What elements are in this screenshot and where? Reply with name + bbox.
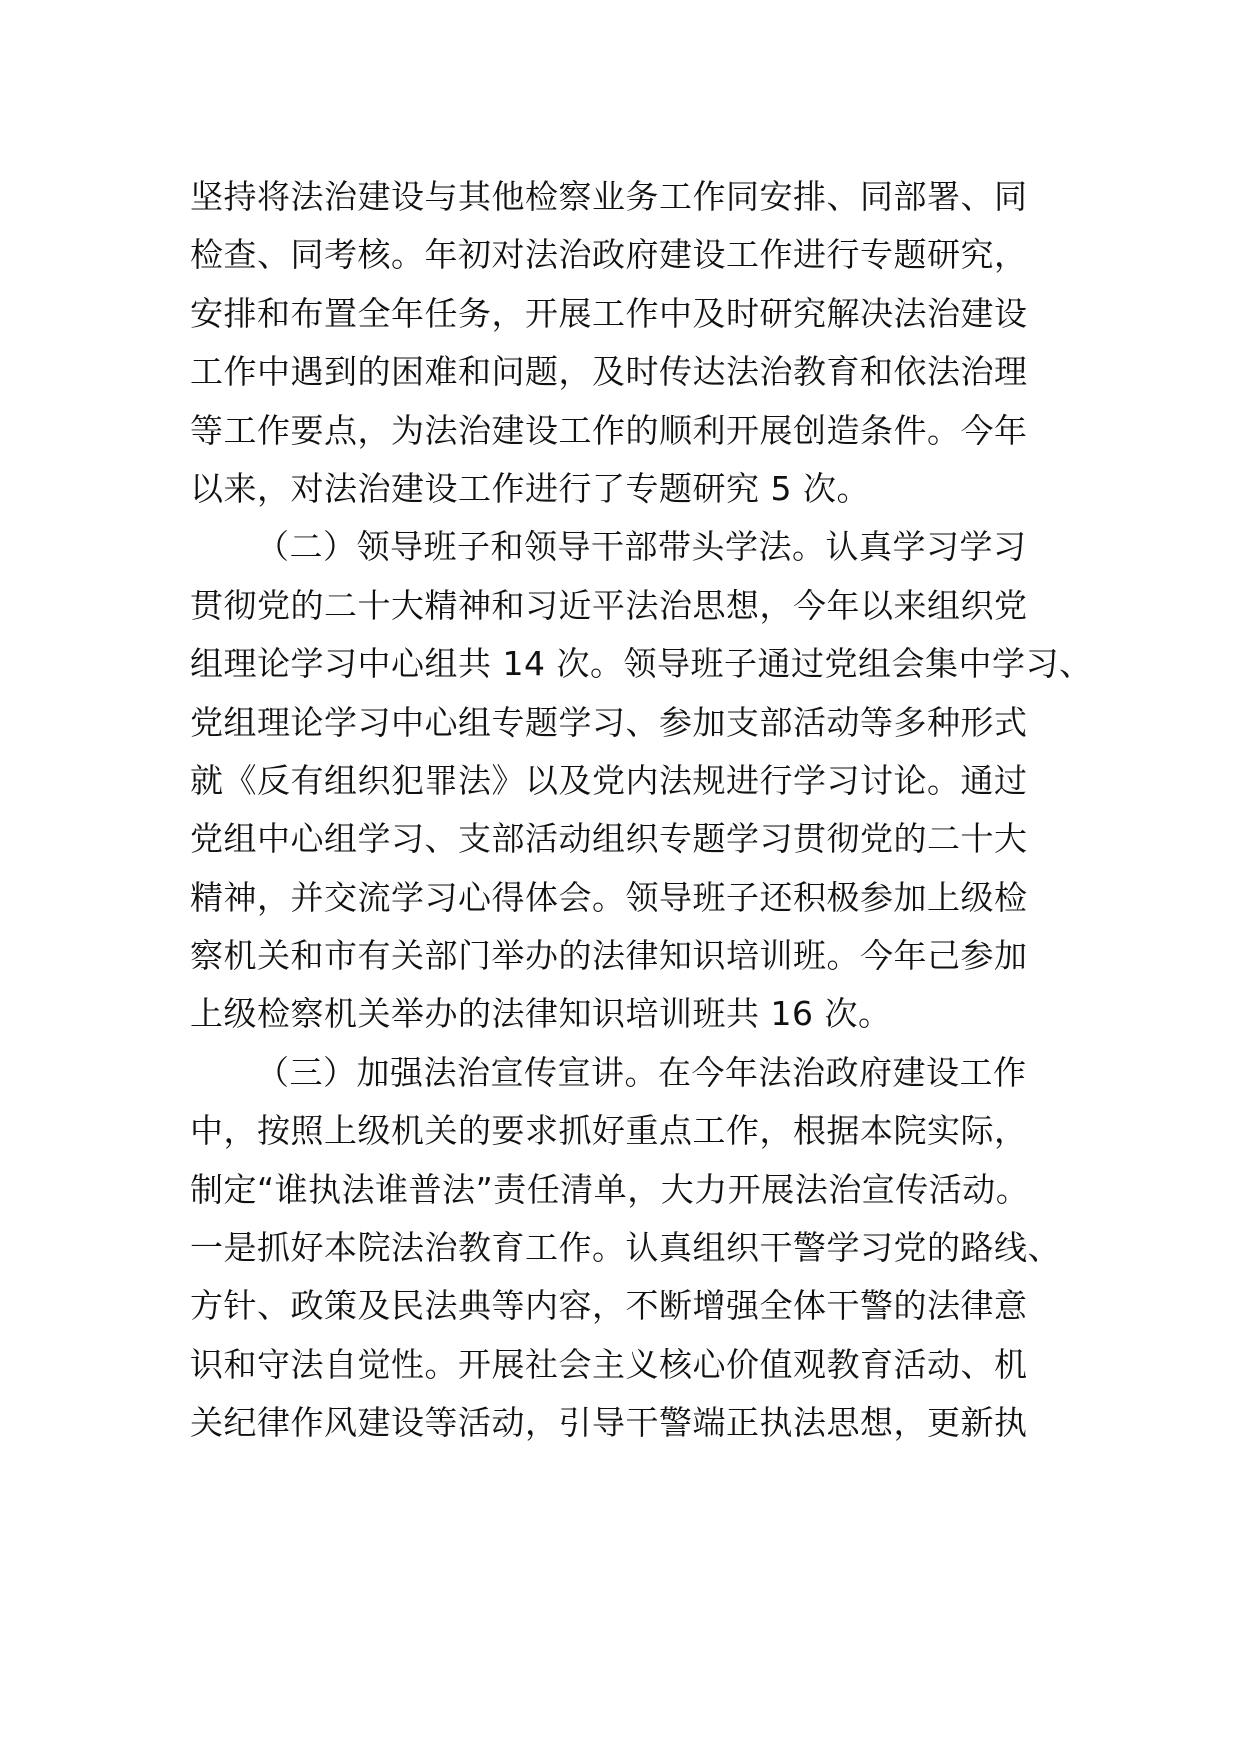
text-line: 等工作要点，为法治建设工作的顺利开展创造条件。今年: [190, 410, 1028, 450]
text-line: 上级检察机关举办的法律知识培训班共 16 次。: [190, 994, 892, 1034]
section-heading-line: （三）加强法治宣传宣讲。在今年法治政府建设工作: [256, 1052, 1027, 1092]
text-line: 以来，对法治建设工作进行了专题研究 5 次。: [190, 468, 870, 508]
text-line: 识和守法自觉性。开展社会主义核心价值观教育活动、机: [190, 1344, 1028, 1384]
text-line: 就《反有组织犯罪法》以及党内法规进行学习讨论。通过: [190, 760, 1028, 800]
text-line: 关纪律作风建设等活动，引导干警端正执法思想，更新执: [190, 1403, 1028, 1443]
section-heading-line: （二）领导班子和领导干部带头学法。认真学习学习: [256, 527, 1027, 567]
text-line: 察机关和市有关部门举办的法律知识培训班。今年己参加: [190, 936, 1028, 976]
text-line: 一是抓好本院法治教育工作。认真组织干警学习党的路线、: [190, 1228, 1061, 1268]
document-body: [190, 168, 1093, 1453]
text-line: 制定“谁执法谁普法”责任清单，大力开展法治宣传活动。: [190, 1169, 1030, 1209]
text-line: 党组中心组学习、支部活动组织专题学习贯彻党的二十大: [190, 819, 1028, 859]
text-line: 安排和布置全年任务，开展工作中及时研究解决法治建设: [190, 293, 1028, 333]
text-line: 中，按照上级机关的要求抓好重点工作，根据本院实际，: [190, 1111, 1028, 1151]
text-line: 方针、政策及民法典等内容，不断增强全体干警的法律意: [190, 1286, 1028, 1326]
text-line: 工作中遇到的困难和问题，及时传达法治教育和依法治理: [190, 352, 1028, 392]
text-line: 党组理论学习中心组专题学习、参加支部活动等多种形式: [190, 702, 1028, 742]
text-line: 贯彻党的二十大精神和习近平法治思想，今年以来组织党: [190, 585, 1028, 625]
text-line: 坚持将法治建设与其他检察业务工作同安排、同部署、同: [190, 177, 1028, 216]
text-line: 精神，并交流学习心得体会。领导班子还积极参加上级检: [190, 877, 1028, 917]
text-line: 组理论学习中心组共 14 次。领导班子通过党组会集中学习、: [190, 644, 1093, 684]
text-line: 检查、同考核。年初对法治政府建设工作进行专题研究，: [190, 235, 1028, 275]
